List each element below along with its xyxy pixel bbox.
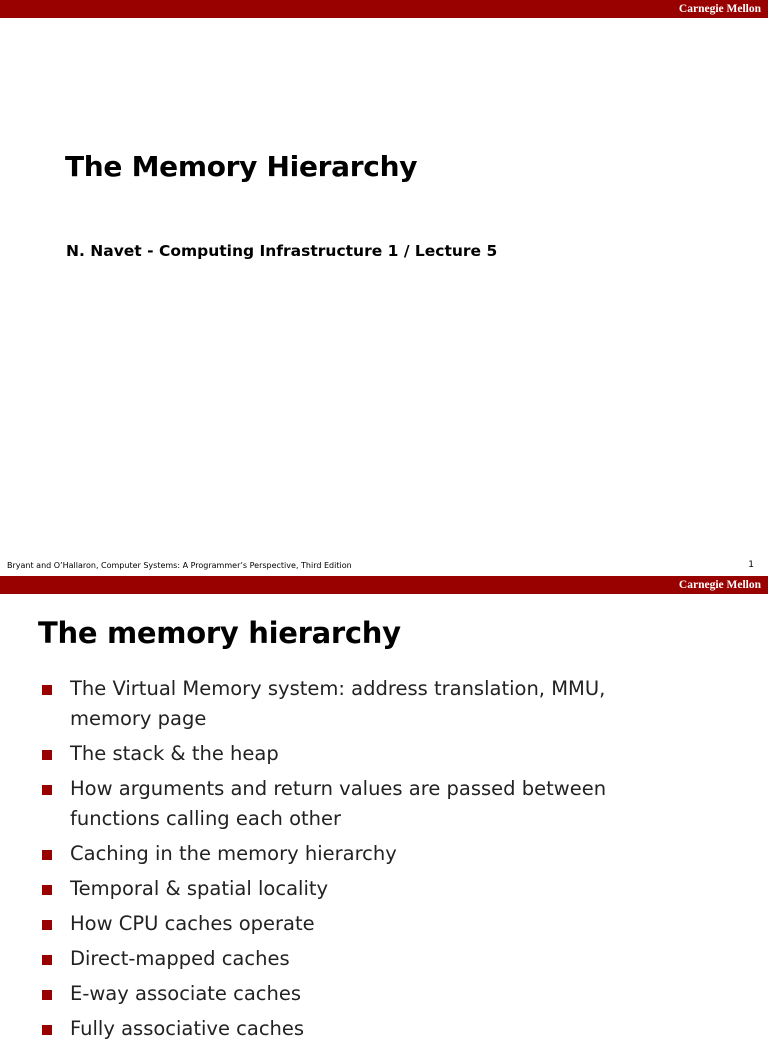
slide-subtitle: N. Navet - Computing Infrastructure 1 / Lecture 5 [66, 242, 498, 260]
bullet-square-icon [42, 785, 52, 795]
bullet-text: How CPU caches operate [70, 912, 315, 935]
header-bar [0, 576, 768, 594]
header-bar [0, 0, 768, 18]
bullet-list [0, 674, 768, 1049]
brand-label: Carnegie Mellon [678, 579, 761, 591]
bullet-square-icon [42, 850, 52, 860]
bullet-text: How arguments and return values are passed between functions calling each other [70, 777, 607, 830]
slide-title: The Memory Hierarchy [65, 150, 418, 183]
bullet-square-icon [42, 955, 52, 965]
bullet-text: The stack & the heap [70, 742, 279, 765]
bullet-item [0, 979, 690, 1009]
bullet-square-icon [42, 685, 52, 695]
bullet-item [0, 674, 690, 734]
slide-title: The memory hierarchy [38, 616, 401, 650]
bullet-text: Fully associative caches [70, 1017, 305, 1040]
slide-footer: Bryant and O’Hallaron, Computer Systems: A Programmer’s Perspective, Third Edition [7, 561, 352, 570]
bullet-text: Temporal & spatial locality [70, 877, 329, 900]
bullet-square-icon [42, 885, 52, 895]
bullet-item [0, 909, 690, 939]
bullet-item [0, 739, 690, 769]
bullet-square-icon [42, 750, 52, 760]
bullet-text: The Virtual Memory system: address translation, MMU, memory page [70, 677, 606, 730]
bullet-text: E-way associate caches [70, 982, 302, 1005]
bullet-square-icon [42, 990, 52, 1000]
page-number: 1 [748, 560, 754, 570]
bullet-text: Caching in the memory hierarchy [70, 842, 397, 865]
bullet-item [0, 774, 690, 834]
bullet-text: Direct-mapped caches [70, 947, 290, 970]
bullet-item [0, 874, 690, 904]
bullet-item [0, 1014, 690, 1044]
brand-label: Carnegie Mellon [678, 3, 761, 15]
slide-2 [0, 576, 768, 1040]
bullet-item [0, 944, 690, 974]
bullet-square-icon [42, 1025, 52, 1035]
bullet-item [0, 839, 690, 869]
bullet-square-icon [42, 920, 52, 930]
